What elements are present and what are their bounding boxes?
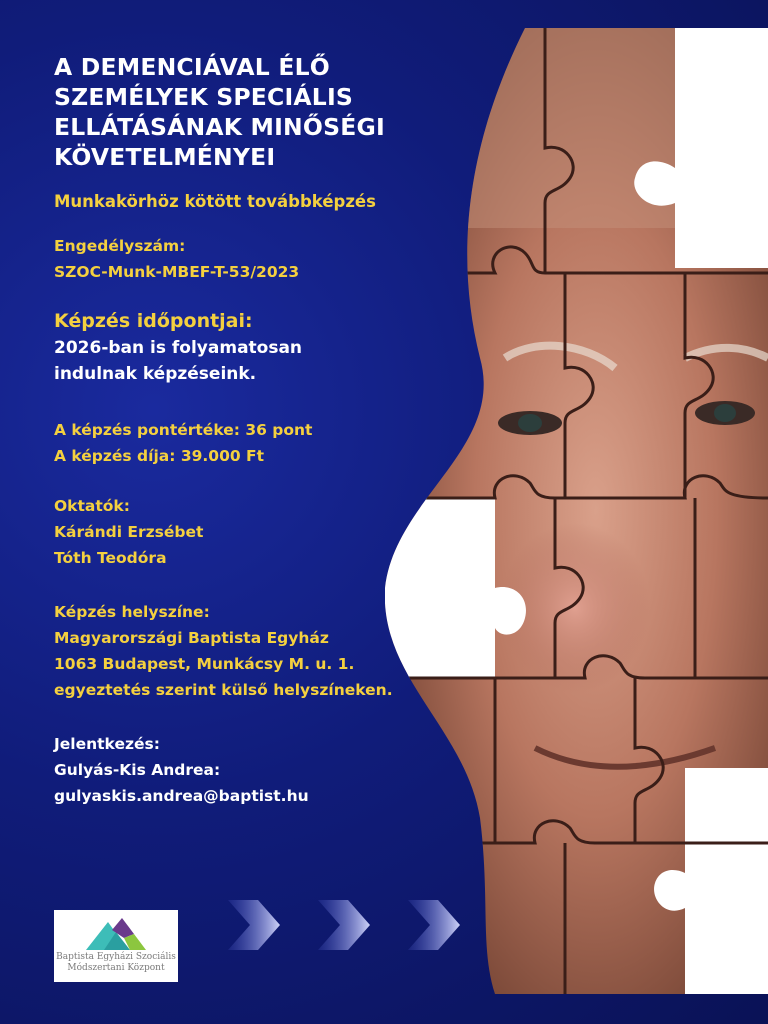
chevron-right-icon <box>318 900 370 950</box>
registration-contact: Gulyás-Kis Andrea: <box>54 761 221 779</box>
flyer-title <box>54 52 474 172</box>
price-block <box>54 417 474 469</box>
fee-value: A képzés díja: 39.000 Ft <box>54 447 265 465</box>
trainer-name: Kárándi Erzsébet <box>54 523 204 541</box>
logo-triangle-icon <box>86 916 146 952</box>
chevron-right-icon <box>228 900 280 950</box>
points-value: A képzés pontértéke: 36 pont <box>54 421 313 439</box>
chevron-arrows <box>228 895 468 955</box>
title-line: A DEMENCIÁVAL ÉLŐ <box>54 53 330 81</box>
title-line: ELLÁTÁSÁNAK MINŐSÉGI <box>54 113 385 141</box>
registration-heading: Jelentkezés: <box>54 735 160 753</box>
venue-line: egyeztetés szerint külső helyszíneken. <box>54 681 393 699</box>
venue-line: 1063 Budapest, Munkácsy M. u. 1. <box>54 655 355 673</box>
logo-text-line: Módszertani Központ <box>67 963 165 973</box>
registration-email[interactable]: gulyaskis.andrea@baptist.hu <box>54 787 309 805</box>
title-line: KÖVETELMÉNYEI <box>54 143 276 171</box>
trainers-heading: Oktatók: <box>54 497 130 515</box>
trainer-name: Tóth Teodóra <box>54 549 167 567</box>
logo-text <box>54 952 178 974</box>
organization-logo <box>54 910 178 982</box>
registration-block <box>54 731 474 809</box>
dates-line: 2026-ban is folyamatosan <box>54 338 303 358</box>
license-label: Engedélyszám: <box>54 237 186 255</box>
venue-line: Magyarországi Baptista Egyház <box>54 629 329 647</box>
license-block <box>54 233 474 285</box>
venue-block <box>54 599 474 703</box>
trainers-block <box>54 493 474 571</box>
dates-line: indulnak képzéseink. <box>54 364 257 384</box>
title-line: SZEMÉLYEK SPECIÁLIS <box>54 83 354 111</box>
flyer-content <box>54 52 474 809</box>
dates-block <box>54 307 474 387</box>
license-number: SZOC-Munk-MBEF-T-53/2023 <box>54 263 300 281</box>
venue-heading: Képzés helyszíne: <box>54 603 210 621</box>
training-subtitle: Munkakörhöz kötött továbbképzés <box>54 192 376 211</box>
dates-heading: Képzés időpontjai: <box>54 310 253 332</box>
logo-text-line: Baptista Egyházi Szociális <box>56 952 176 962</box>
chevron-right-icon <box>408 900 460 950</box>
